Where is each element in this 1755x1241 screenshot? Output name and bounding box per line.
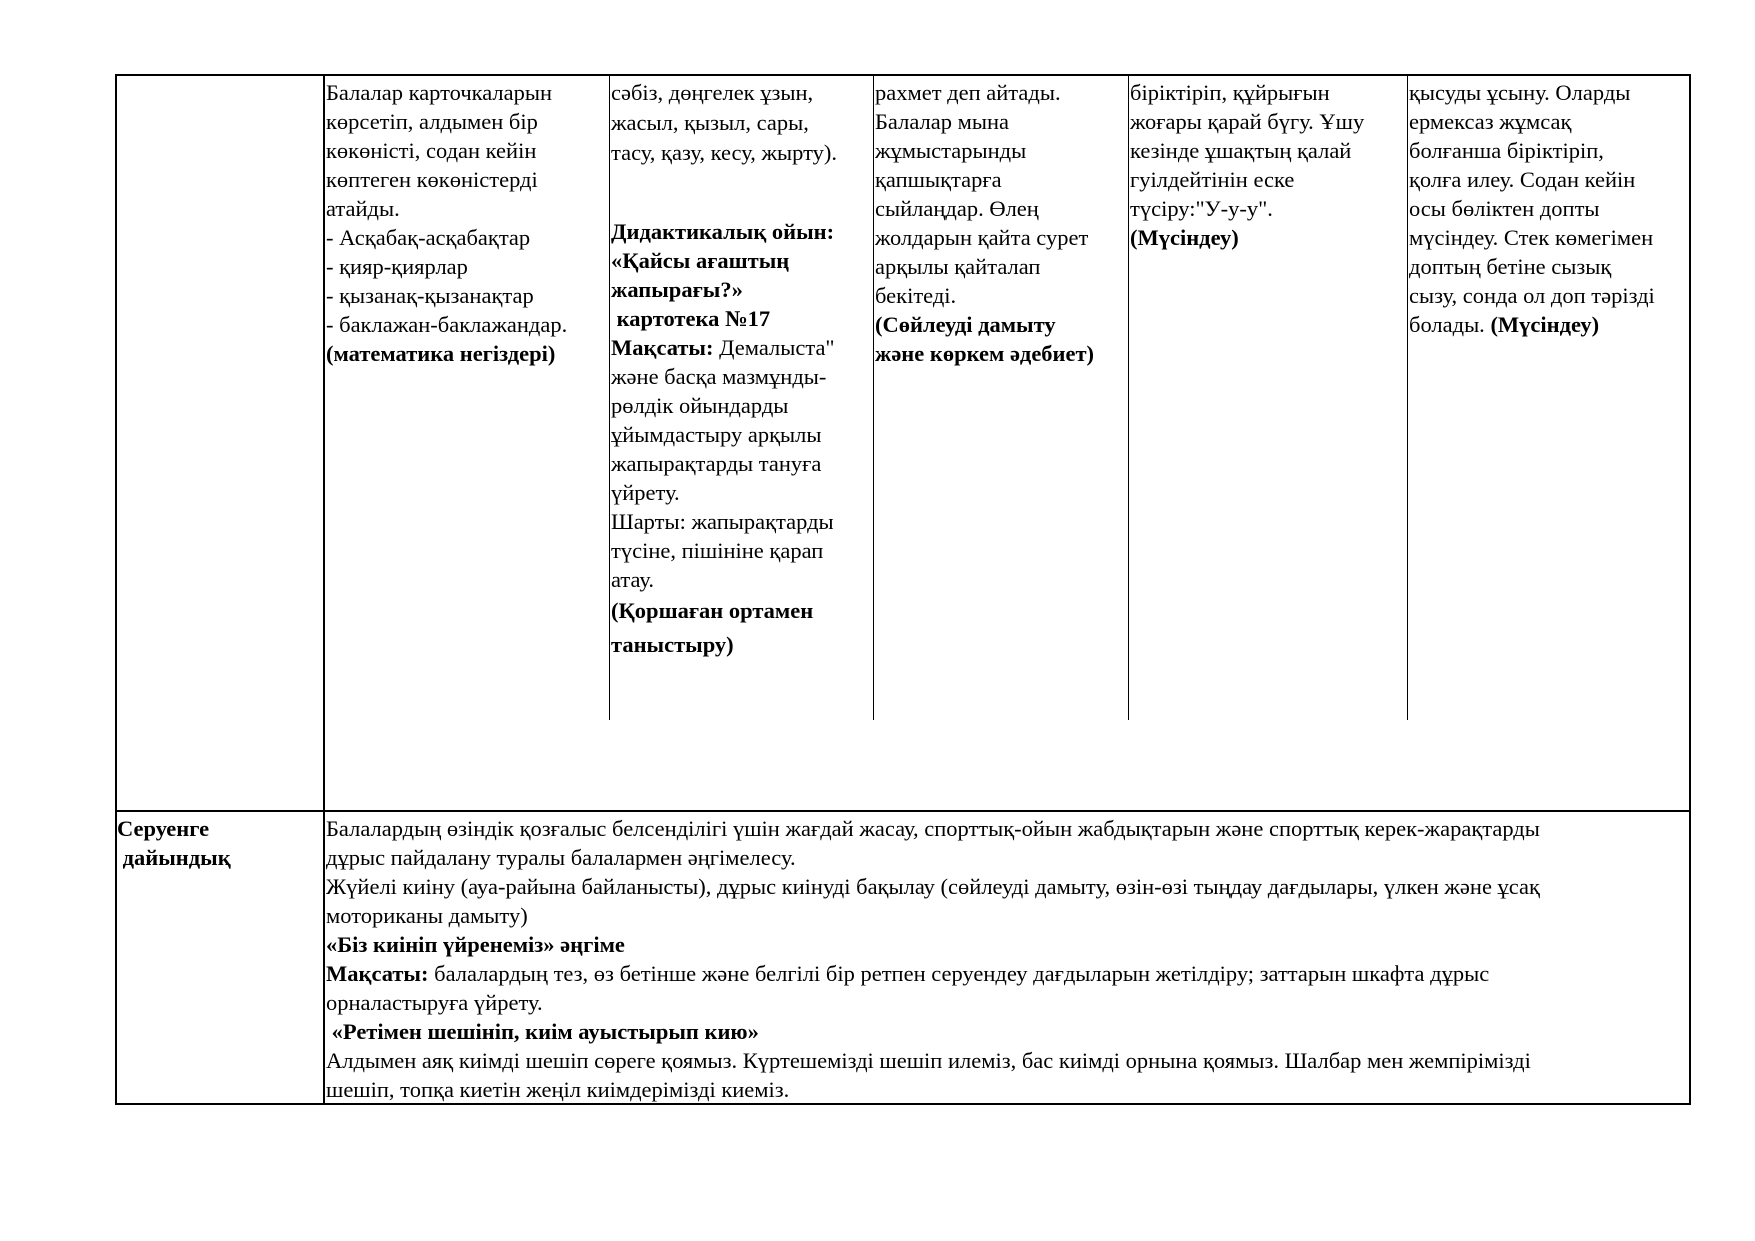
text-line: Балалар мына [875,109,1009,134]
text-line: қапшықтарға [875,167,1002,192]
text-line: көрсетіп, алдымен бір [326,109,538,134]
goal-label: Мақсаты: [611,335,714,360]
text-line: орналастыруға үйрету. [326,990,543,1015]
column-divider-4 [1128,74,1129,720]
text-line: осы бөліктен допты [1409,196,1600,221]
game-label: Дидактикалық ойын: [611,219,835,244]
text-line: түсіне, пішініне қарап [611,538,824,563]
cell-didactic-game [611,78,837,662]
subject-area-label: (Қоршаған ортамен [611,598,814,623]
row-label-line: дайындық [117,845,231,870]
column-divider-5 [1407,74,1408,720]
game-title: жапырағы?» [611,277,743,302]
column-divider-1 [323,74,325,1105]
cell-sculpting-ball [1409,78,1655,339]
text-line: ермексаз жұмсақ [1409,109,1572,134]
text-line: рахмет деп айтады. [875,80,1061,105]
text-line: тасу, қазу, кесу, жырту). [611,140,837,165]
subject-area-label: (математика негіздері) [326,341,556,366]
cell-math [326,78,567,368]
text-line: жолдарын қайта сурет [875,225,1089,250]
subject-area-label: (Мүсіндеу) [1130,225,1239,250]
text-line: көптеген көкөністерді [326,167,538,192]
goal-text: балалардың тез, өз бетінше және белгілі бір ретпен серуендеу дағдыларын жетілдіру; заттарын шкафта дұрыс [428,961,1490,986]
text-line: рөлдік ойындарды [611,393,789,418]
subject-area-label: және көркем әдебиет) [875,341,1095,366]
text-line: мүсіндеу. Стек көмегімен [1409,225,1654,250]
text-line: - баклажан-баклажандар. [326,312,568,337]
text-line: моториканы дамыту) [326,903,528,928]
game-title: «Қайсы ағаштың [611,248,790,273]
subject-area-label: (Мүсіндеу) [1490,312,1600,337]
text-line: жасыл, қызыл, сары, [611,110,809,135]
text-line: ұйымдастыру арқылы [611,422,822,447]
text-line: атау. [611,567,654,592]
text-line: гуілдейтінін еске [1130,167,1295,192]
text-line [1409,310,1655,339]
text-line: арқылы қайталап [875,254,1041,279]
text-line: болғанша біріктіріп, [1409,138,1604,163]
text-line: Алдымен аяқ киімді шешіп сөреге қоямыз. Күртешемізді шешіп илеміз, бас киімді орнына қоямыз. Шалбар мен жемпірімізді [326,1048,1531,1073]
subject-area-label: таныстыру) [611,632,734,657]
order-title: «Ретімен шешініп, киім ауыстырып кию» [326,1019,759,1044]
text-line: сыйлаңдар. Өлең [875,196,1039,221]
card-number: картотека №17 [611,306,771,331]
cell-sculpting-plane [1130,78,1364,252]
spacer [611,168,837,217]
cell-walk-preparation [326,814,1689,1104]
text-line: шешіп, топқа киетін жеңіл киімдерімізді киеміз. [326,1077,790,1102]
text-line: көкөністі, содан кейін [326,138,537,163]
text-line: Балалар карточкаларын [326,80,553,105]
text-line: Жүйелі киіну (ауа-райына байланысты), дұрыс киінуді бақылау (сөйлеуді дамыту, өзін-өзі тыңдау дағдылары, үлкен және ұсақ [326,874,1540,899]
text-line: жоғары қарай бүгу. Ұшу [1130,109,1365,134]
goal-line [611,333,837,362]
text-line: қысуды ұсыну. Оларды [1409,80,1631,105]
text-line: доптың бетіне сызық [1409,254,1612,279]
goal-label: Мақсаты: [326,961,429,986]
column-divider-3 [873,74,874,720]
text-line: Шарты: жапырақтарды [611,509,834,534]
text-line: сәбіз, дөңгелек ұзын, [611,80,814,105]
text-line: біріктіріп, құйрығын [1130,80,1330,105]
text-line: сызу, сонда ол доп тәрізді [1409,283,1655,308]
text-line: жұмыстарынды [875,138,1027,163]
text-line: үйрету. [611,480,680,505]
text-line: - қияр-қиярлар [326,254,468,279]
text-fragment: болады. [1409,312,1491,337]
text-line: дұрыс пайдалану туралы балалармен әңгімелесу. [326,845,796,870]
text-line: бекітеді. [875,283,957,308]
text-line: қолға илеу. Содан кейін [1409,167,1636,192]
column-divider-2 [609,74,610,720]
row-label-walk-preparation [117,814,231,872]
text-line: түсіру:"У-у-у". [1130,196,1273,221]
cell-speech [875,78,1094,368]
goal-line [326,959,1689,988]
goal-text: Демалыста" [713,335,835,360]
row-divider [115,810,1691,812]
text-line: Балалардың өзіндік қозғалыс белсенділігі үшін жағдай жасау, спорттық-ойын жабдықтарын және спорттық керек-жарақтарды [326,816,1540,841]
talk-title: «Біз киініп үйренеміз» әңгіме [326,932,625,957]
text-line: атайды. [326,196,400,221]
text-line: - Асқабақ-асқабақтар [326,225,531,250]
text-line: және басқа мазмұнды- [611,364,827,389]
text-line: кезінде ұшақтың қалай [1130,138,1352,163]
row-label-line: Серуенге [117,816,210,841]
text-line: - қызанақ-қызанақтар [326,283,534,308]
subject-area-label: (Сөйлеуді дамыту [875,312,1056,337]
text-line: жапырақтарды тануға [611,451,822,476]
